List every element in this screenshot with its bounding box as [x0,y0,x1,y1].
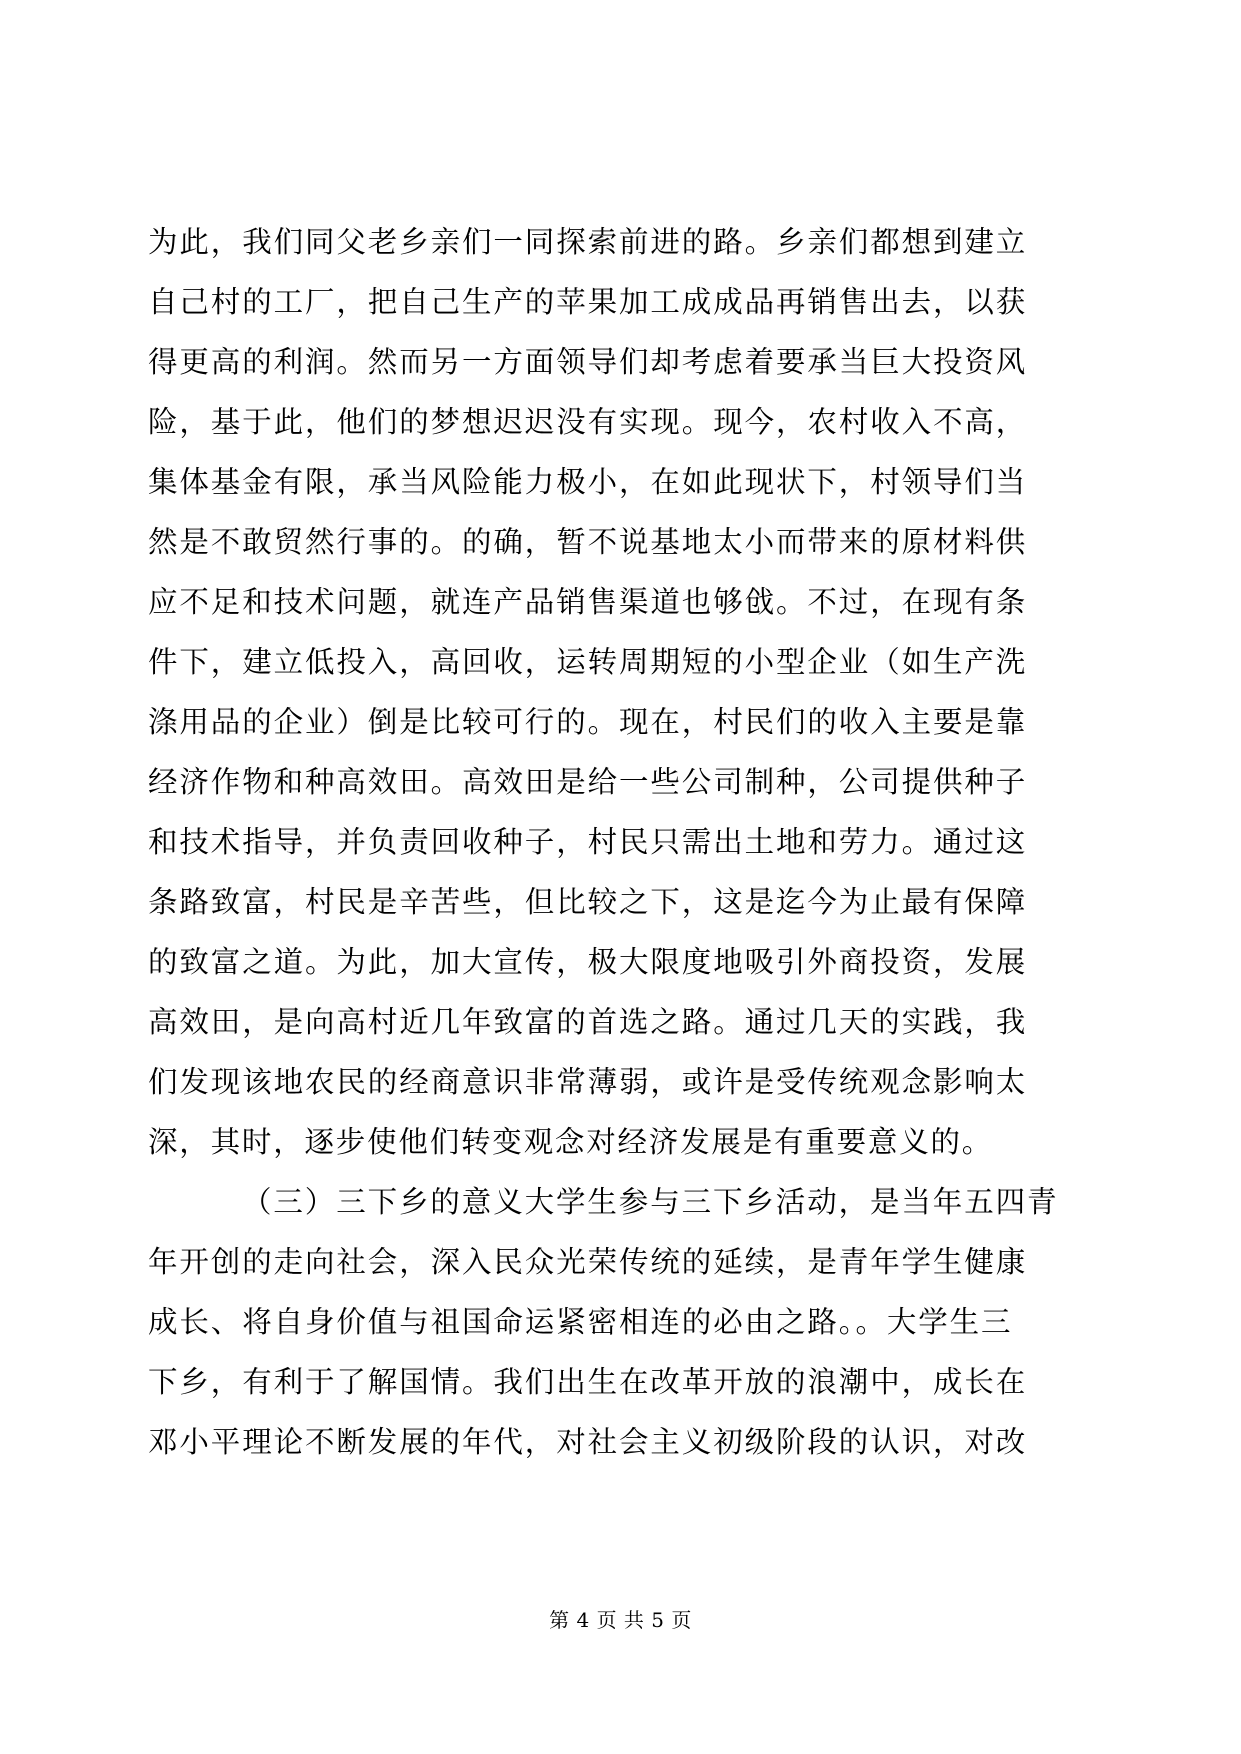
section-heading-line: （三）三下乡的意义大学生参与三下乡活动，是当年五四青 [242,1185,1059,1219]
text-line: 成长、将自身价值与祖国命运紧密相连的必由之路。。大学生三 [148,1305,1013,1339]
text-line: 涤用品的企业）倒是比较可行的。现在，村民们的收入主要是靠 [148,705,1028,739]
text-line: 件下，建立低投入，高回收，运转周期短的小型企业（如生产洗 [148,645,1028,679]
text-line: 自己村的工厂，把自己生产的苹果加工成成品再销售出去，以获 [148,285,1028,319]
text-line: 为此，我们同父老乡亲们一同探索前进的路。乡亲们都想到建立 [148,225,1028,259]
text-line: 邓小平理论不断发展的年代，对社会主义初级阶段的认识，对改 [148,1425,1028,1459]
text-line: 和技术指导，并负责回收种子，村民只需出土地和劳力。通过这 [148,825,1028,859]
text-line: 年开创的走向社会，深入民众光荣传统的延续，是青年学生健康 [148,1245,1028,1279]
text-line: 经济作物和种高效田。高效田是给一些公司制种，公司提供种子 [148,765,1028,799]
text-line: 下乡，有利于了解国情。我们出生在改革开放的浪潮中，成长在 [148,1365,1028,1399]
text-line: 高效田，是向高村近几年致富的首选之路。通过几天的实践，我 [148,1005,1028,1039]
text-line: 深，其时，逐步使他们转变观念对经济发展是有重要意义的。 [148,1125,994,1159]
text-line: 条路致富，村民是辛苦些，但比较之下，这是迄今为止最有保障 [148,885,1028,919]
text-line: 然是不敢贸然行事的。的确，暂不说基地太小而带来的原材料供 [148,525,1028,559]
page-number-footer: 第 4 页 共 5 页 [549,1608,692,1632]
body-text [148,212,1093,1472]
text-line: 们发现该地农民的经商意识非常薄弱，或许是受传统观念影响太 [148,1065,1028,1099]
text-line: 集体基金有限，承当风险能力极小，在如此现状下，村领导们当 [148,465,1028,499]
text-line: 应不足和技术问题，就连产品销售渠道也够戗。不过，在现有条 [148,585,1028,619]
text-line: 的致富之道。为此，加大宣传，极大限度地吸引外商投资，发展 [148,945,1028,979]
text-line: 得更高的利润。然而另一方面领导们却考虑着要承当巨大投资风 [148,345,1028,379]
text-line: 险，基于此，他们的梦想迟迟没有实现。现今，农村收入不高， [148,405,1028,439]
